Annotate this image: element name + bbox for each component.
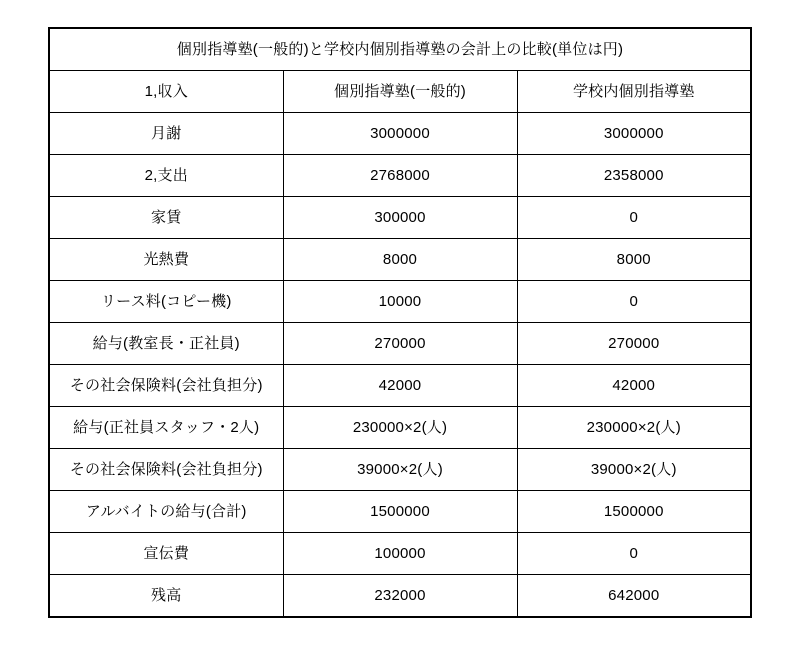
cell-value-inschool: 0 bbox=[517, 197, 751, 239]
cell-value-inschool: 0 bbox=[517, 533, 751, 575]
header-column-inschool: 学校内個別指導塾 bbox=[517, 71, 751, 113]
table-row bbox=[49, 323, 751, 365]
cell-value-general: 100000 bbox=[283, 533, 517, 575]
cell-value-general: 270000 bbox=[283, 323, 517, 365]
cell-value-inschool: 230000×2(人) bbox=[517, 407, 751, 449]
row-label: リース料(コピー機) bbox=[49, 281, 283, 323]
header-column-general: 個別指導塾(一般的) bbox=[283, 71, 517, 113]
cell-value-general: 230000×2(人) bbox=[283, 407, 517, 449]
table-row bbox=[49, 407, 751, 449]
table-body bbox=[49, 28, 751, 617]
table-row bbox=[49, 575, 751, 618]
table-row bbox=[49, 113, 751, 155]
cell-value-inschool: 270000 bbox=[517, 323, 751, 365]
cell-value-general: 10000 bbox=[283, 281, 517, 323]
cell-value-inschool: 1500000 bbox=[517, 491, 751, 533]
cell-value-inschool: 8000 bbox=[517, 239, 751, 281]
header-income-label: 1,収入 bbox=[49, 71, 283, 113]
comparison-table-container bbox=[48, 27, 752, 618]
cell-value-general: 232000 bbox=[283, 575, 517, 618]
cell-value-inschool: 39000×2(人) bbox=[517, 449, 751, 491]
cell-value-inschool: 42000 bbox=[517, 365, 751, 407]
table-row bbox=[49, 365, 751, 407]
table-row bbox=[49, 239, 751, 281]
row-label: 給与(教室長・正社員) bbox=[49, 323, 283, 365]
table-title-row bbox=[49, 28, 751, 71]
row-label: 光熱費 bbox=[49, 239, 283, 281]
row-label: 残高 bbox=[49, 575, 283, 618]
row-label: その社会保険料(会社負担分) bbox=[49, 365, 283, 407]
table-row bbox=[49, 449, 751, 491]
cell-value-inschool: 0 bbox=[517, 281, 751, 323]
table-row bbox=[49, 197, 751, 239]
table-row bbox=[49, 533, 751, 575]
cell-value-inschool: 2358000 bbox=[517, 155, 751, 197]
comparison-table bbox=[48, 27, 752, 618]
cell-value-general: 42000 bbox=[283, 365, 517, 407]
row-label: 月謝 bbox=[49, 113, 283, 155]
table-row bbox=[49, 281, 751, 323]
table-header-row bbox=[49, 71, 751, 113]
cell-value-inschool: 642000 bbox=[517, 575, 751, 618]
row-label: その社会保険料(会社負担分) bbox=[49, 449, 283, 491]
row-label: 宣伝費 bbox=[49, 533, 283, 575]
cell-value-general: 1500000 bbox=[283, 491, 517, 533]
cell-value-general: 8000 bbox=[283, 239, 517, 281]
cell-value-general: 2768000 bbox=[283, 155, 517, 197]
cell-value-general: 3000000 bbox=[283, 113, 517, 155]
cell-value-general: 39000×2(人) bbox=[283, 449, 517, 491]
cell-value-general: 300000 bbox=[283, 197, 517, 239]
row-label: アルバイトの給与(合計) bbox=[49, 491, 283, 533]
cell-value-inschool: 3000000 bbox=[517, 113, 751, 155]
row-label: 2,支出 bbox=[49, 155, 283, 197]
row-label: 給与(正社員スタッフ・2人) bbox=[49, 407, 283, 449]
table-title: 個別指導塾(一般的)と学校内個別指導塾の会計上の比較(単位は円) bbox=[49, 28, 751, 71]
row-label: 家賃 bbox=[49, 197, 283, 239]
table-row bbox=[49, 155, 751, 197]
table-row bbox=[49, 491, 751, 533]
